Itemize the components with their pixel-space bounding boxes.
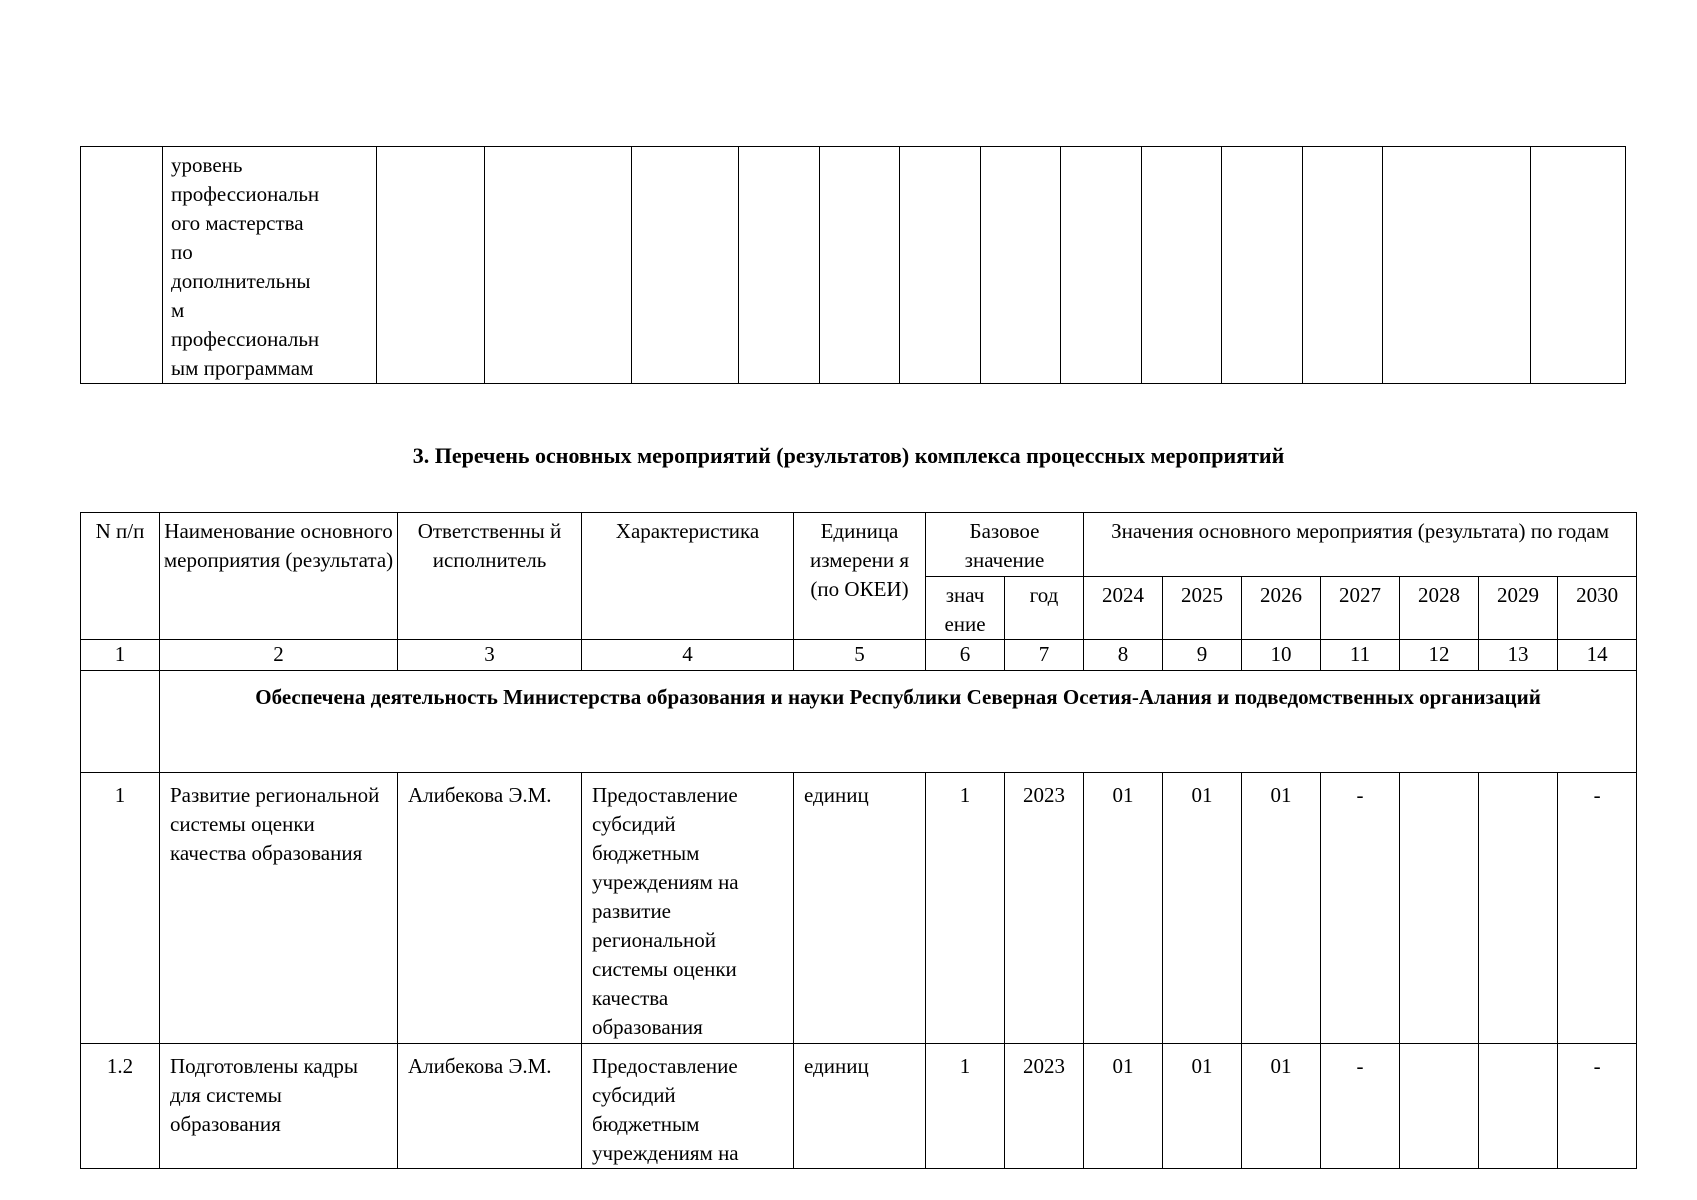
table-cell (1061, 147, 1142, 384)
column-number: 2 (160, 640, 398, 671)
section-row (81, 671, 1637, 773)
column-number: 4 (582, 640, 794, 671)
row-year-value: 01 (1084, 773, 1163, 1044)
row-year-value (1479, 1044, 1558, 1169)
table-cell (376, 147, 484, 384)
column-number: 7 (1005, 640, 1084, 671)
table-cell (632, 147, 739, 384)
header-characteristic: Характеристика (582, 513, 794, 640)
column-numbers-row (81, 640, 1637, 671)
column-number: 10 (1242, 640, 1321, 671)
column-number: 1 (81, 640, 160, 671)
row-unit: единиц (794, 1044, 926, 1169)
row-year-value: - (1558, 773, 1637, 1044)
row-num: 1.2 (81, 1044, 160, 1169)
row-year-value: 01 (1242, 1044, 1321, 1169)
row-base-value: 1 (926, 773, 1005, 1044)
text-line: профессиональн (171, 182, 320, 206)
text-line: уровень (171, 153, 243, 177)
header-year: 2025 (1163, 577, 1242, 640)
text-line: ым программам (171, 356, 314, 380)
row-year-value: - (1558, 1044, 1637, 1169)
section-heading: 3. Перечень основных мероприятий (результатов) комплекса процессных мероприятий (412, 443, 1285, 468)
table-cell (81, 671, 160, 773)
text-line: дополнительны (171, 269, 311, 293)
row-name: Подготовлены кадры для системы образования (160, 1044, 398, 1169)
header-base: Базовое значение (926, 513, 1084, 577)
column-number: 14 (1558, 640, 1637, 671)
measures-table (80, 512, 1637, 1169)
row-responsible: Алибекова Э.М. (398, 1044, 582, 1169)
column-number: 8 (1084, 640, 1163, 671)
text-line: ого мастерства (171, 211, 304, 235)
text-line: по (171, 240, 193, 264)
table-cell (163, 147, 377, 384)
header-name: Наименование основного мероприятия (результата) (160, 513, 398, 640)
header-num: N п/п (81, 513, 160, 640)
row-base-year: 2023 (1005, 1044, 1084, 1169)
header-year: 2027 (1321, 577, 1400, 640)
row-name: Развитие региональной системы оценки качества образования (160, 773, 398, 1044)
continuation-table (80, 146, 1626, 384)
header-base-value: знач ение (926, 577, 1005, 640)
table-row (81, 147, 1626, 384)
row-num: 1 (81, 773, 160, 1044)
column-number: 11 (1321, 640, 1400, 671)
row-year-value: - (1321, 1044, 1400, 1169)
row-base-year: 2023 (1005, 773, 1084, 1044)
row-year-value: - (1321, 773, 1400, 1044)
table-row (81, 773, 1637, 1044)
table-cell (1142, 147, 1222, 384)
table-cell (1531, 147, 1626, 384)
table-cell (1222, 147, 1303, 384)
row-responsible: Алибекова Э.М. (398, 773, 582, 1044)
row-base-value: 1 (926, 1044, 1005, 1169)
text-line: профессиональн (171, 327, 320, 351)
table-cell (1303, 147, 1383, 384)
table-row (81, 1044, 1637, 1169)
continuation-cell-text (163, 147, 376, 383)
column-number: 5 (794, 640, 926, 671)
header-year: 2024 (1084, 577, 1163, 640)
header-values: Значения основного мероприятия (результата) по годам (1084, 513, 1637, 577)
header-year: 2030 (1558, 577, 1637, 640)
header-year: 2028 (1400, 577, 1479, 640)
row-year-value: 01 (1163, 773, 1242, 1044)
row-unit: единиц (794, 773, 926, 1044)
table-cell (820, 147, 900, 384)
column-number: 12 (1400, 640, 1479, 671)
row-year-value (1400, 773, 1479, 1044)
header-responsible: Ответственны й исполнитель (398, 513, 582, 640)
header-base-year: год (1005, 577, 1084, 640)
header-row (81, 513, 1637, 577)
text-line: м (171, 298, 185, 322)
column-number: 9 (1163, 640, 1242, 671)
table-cell (484, 147, 631, 384)
column-number: 3 (398, 640, 582, 671)
column-number: 6 (926, 640, 1005, 671)
table-cell (81, 147, 163, 384)
table-cell (1382, 147, 1530, 384)
row-year-value (1400, 1044, 1479, 1169)
column-number: 13 (1479, 640, 1558, 671)
row-characteristic: Предоставление субсидий бюджетным учреждениям на развитие региональной системы оценки качества образования (582, 773, 794, 1044)
row-characteristic: Предоставление субсидий бюджетным учреждениям на (582, 1044, 794, 1169)
row-year-value (1479, 773, 1558, 1044)
section-title: Обеспечена деятельность Министерства образования и науки Республики Северная Осетия-Алания и подведомственных организаций (160, 671, 1637, 773)
row-year-value: 01 (1163, 1044, 1242, 1169)
row-year-value: 01 (1084, 1044, 1163, 1169)
header-year: 2026 (1242, 577, 1321, 640)
table-cell (900, 147, 981, 384)
row-year-value: 01 (1242, 773, 1321, 1044)
header-unit: Единица измерени я (по ОКЕИ) (794, 513, 926, 640)
table-cell (981, 147, 1061, 384)
header-year: 2029 (1479, 577, 1558, 640)
table-cell (739, 147, 820, 384)
